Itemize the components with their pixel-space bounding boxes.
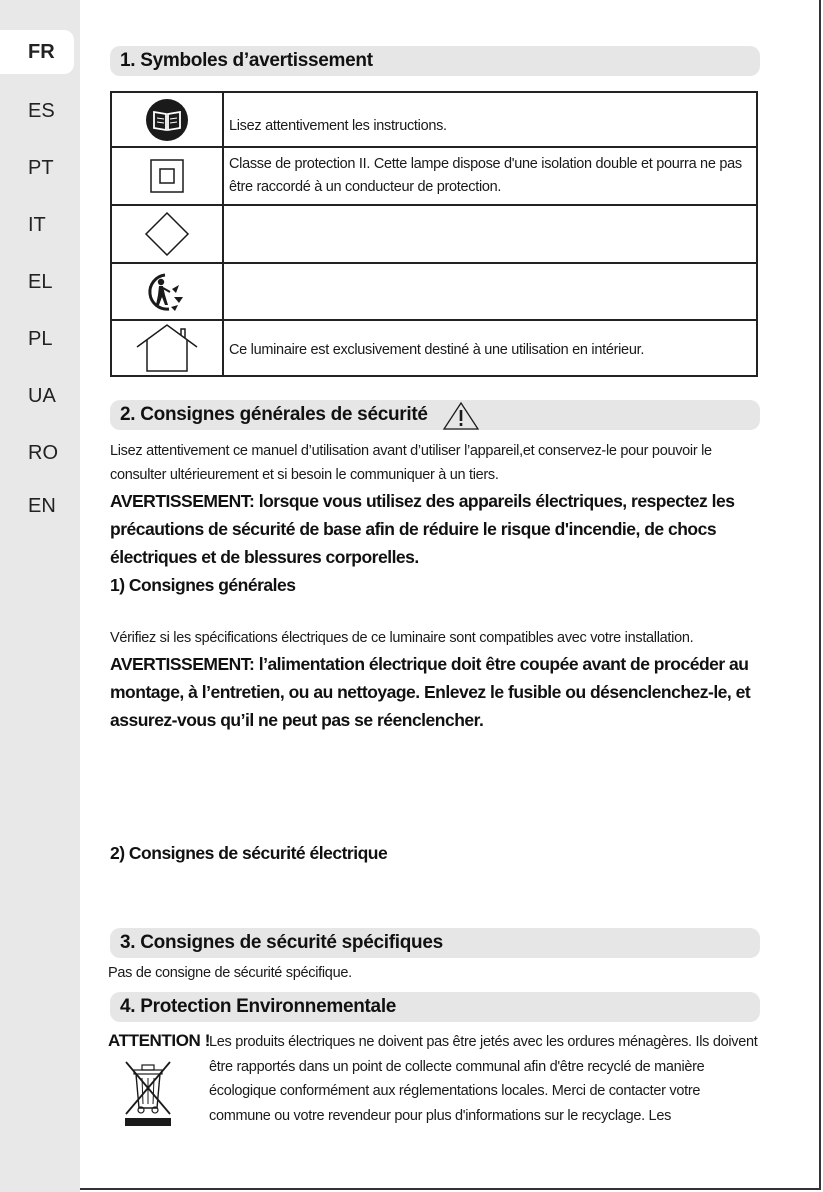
lang-tab-el[interactable]: EL xyxy=(28,270,53,293)
symbol-row xyxy=(112,264,756,321)
section-1-header xyxy=(110,46,760,76)
subsection-2-title: 2) Consignes de sécurité électrique xyxy=(110,843,388,863)
lang-tab-it[interactable]: IT xyxy=(28,213,46,236)
section-2-title: 2. Consignes générales de sécurité xyxy=(120,404,428,425)
section-2-header xyxy=(110,400,760,430)
lang-tab-fr[interactable]: FR xyxy=(0,30,74,74)
symbol-text: Lisez attentivement les instructions. xyxy=(229,118,447,134)
lang-tab-ro[interactable]: RO xyxy=(28,441,58,464)
section-1-title: 1. Symboles d’avertissement xyxy=(120,50,373,71)
triman-recycling-icon xyxy=(145,271,189,313)
indoor-house-icon xyxy=(135,323,199,373)
symbol-row xyxy=(112,93,756,148)
symbol-text: Ce luminaire est exclusivement destiné à une utilisation en intérieur. xyxy=(229,342,645,358)
section-3-text: Pas de consigne de sécurité spécifique. xyxy=(108,965,352,981)
lang-tab-es[interactable]: ES xyxy=(28,99,55,122)
section-3-title: 3. Consignes de sécurité spécifiques xyxy=(120,932,443,953)
class-ii-protection-icon xyxy=(150,159,184,193)
warning-paragraph-1: AVERTISSEMENT: lorsque vous utilisez des appareils électriques, respectez les précautions de sécurité de base afin de réduire le risque d'incendie, de chocs électriques et de blessures corporelles. xyxy=(110,491,735,567)
attention-label: ATTENTION ! xyxy=(108,1031,210,1050)
lang-tab-en[interactable]: EN xyxy=(28,494,56,517)
warning-paragraph-2: AVERTISSEMENT: l’alimentation électrique doit être coupée avant de procéder au montage, à l’entretien, ou au nettoyage. Enlevez le fusible ou désenclenchez-le, et assurez-vous qu’il ne peut pas se réenclencher. xyxy=(110,654,751,730)
symbol-text: Classe de protection II. Cette lampe dispose d'une isolation double et pourra ne pas être raccordé à un conducteur de protection. xyxy=(229,156,742,195)
read-instructions-icon xyxy=(145,98,189,142)
diamond-icon xyxy=(144,211,190,257)
section-4-title: 4. Protection Environnementale xyxy=(120,996,397,1017)
warning-triangle-icon xyxy=(443,402,479,430)
language-sidebar xyxy=(0,0,80,1192)
section-4-header xyxy=(110,992,760,1022)
lang-tab-ua[interactable]: UA xyxy=(28,384,56,407)
section-3-header xyxy=(110,928,760,958)
symbol-row xyxy=(112,148,756,206)
environment-paragraph: Les produits électriques ne doivent pas être jetés avec les ordures ménagères. Ils doivent être rapportés dans un point de collecte communal afin d'être recyclé de manière écologique conformément aux réglementations locales. Merci de contacter votre commune ou votre revendeur pour plus d'informations sur le recyclage. Les xyxy=(209,1034,758,1124)
crossed-out-bin-icon xyxy=(122,1060,174,1128)
lang-tab-pt[interactable]: PT xyxy=(28,156,54,179)
symbol-row xyxy=(112,321,756,375)
symbol-row xyxy=(112,206,756,264)
subsection-1-title: 1) Consignes générales xyxy=(110,575,296,595)
warning-symbols-table xyxy=(110,91,758,377)
lang-tab-pl[interactable]: PL xyxy=(28,327,53,350)
intro-paragraph: Lisez attentivement ce manuel d’utilisation avant d’utiliser l’appareil,et conservez-le pour pouvoir le consulter ultérieurement et si besoin le communiquer à un tiers. xyxy=(110,443,712,483)
check-paragraph: Vérifiez si les spécifications électriques de ce luminaire sont compatibles avec votre installation. xyxy=(110,630,694,646)
